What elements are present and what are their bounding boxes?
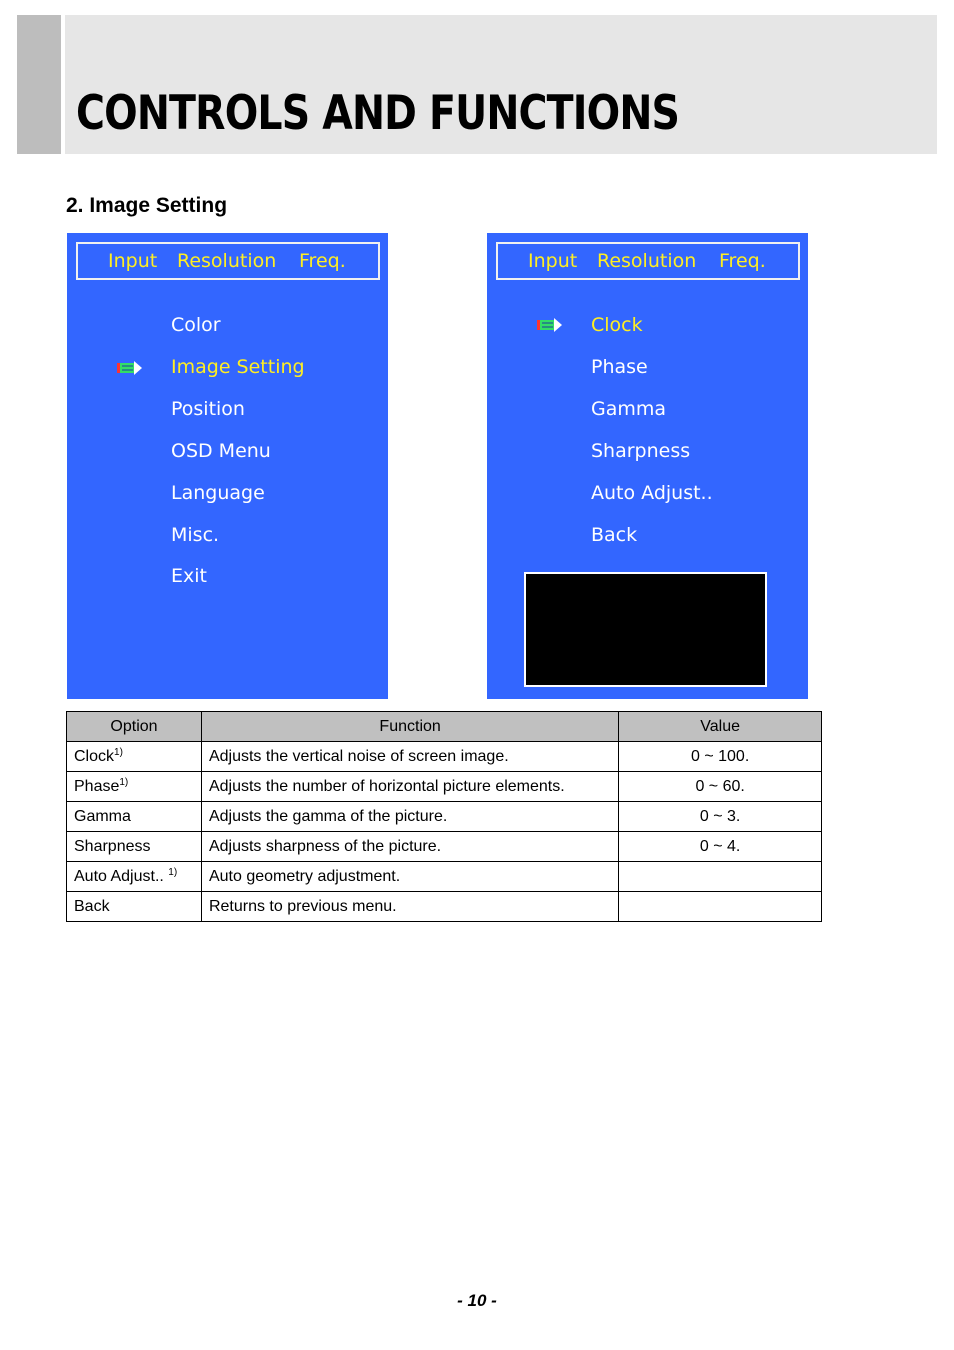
function-cell: Adjusts the vertical noise of screen image. xyxy=(201,742,618,772)
option-cell xyxy=(67,742,202,772)
osd-resolution-label: Resolution xyxy=(597,250,697,272)
function-cell: Auto geometry adjustment. xyxy=(201,862,618,892)
section-heading: 2. Image Setting xyxy=(66,194,228,217)
osd-freq-label: Freq. xyxy=(719,250,766,272)
osd-top-bar xyxy=(496,242,800,280)
function-cell: Returns to previous menu. xyxy=(201,892,618,922)
osd-item-clock[interactable]: Clock xyxy=(591,314,643,336)
osd-input-label: Input xyxy=(108,250,158,272)
option-name: Gamma xyxy=(74,807,131,825)
osd-item-image-setting[interactable]: Image Setting xyxy=(171,356,305,378)
function-cell: Adjusts the gamma of the picture. xyxy=(201,802,618,832)
column-header-option: Option xyxy=(67,712,202,742)
value-cell xyxy=(619,892,822,922)
osd-main-menu xyxy=(67,233,388,699)
table-row xyxy=(67,862,822,892)
osd-preview-box xyxy=(524,572,767,687)
value-cell: 0 ~ 60. xyxy=(619,772,822,802)
option-cell xyxy=(67,892,202,922)
option-cell xyxy=(67,772,202,802)
osd-item-misc[interactable]: Misc. xyxy=(171,524,220,546)
function-cell: Adjusts sharpness of the picture. xyxy=(201,832,618,862)
page-number: - 10 - xyxy=(457,1291,497,1310)
option-cell xyxy=(67,862,202,892)
column-header-function: Function xyxy=(201,712,618,742)
table-row xyxy=(67,832,822,862)
footnote-mark: 1) xyxy=(119,776,129,788)
osd-freq-label: Freq. xyxy=(299,250,346,272)
osd-top-bar xyxy=(76,242,380,280)
osd-resolution-label: Resolution xyxy=(177,250,277,272)
header-tab xyxy=(17,15,61,154)
osd-item-osd-menu[interactable]: OSD Menu xyxy=(171,440,271,462)
option-name: Clock xyxy=(74,747,115,765)
osd-item-auto-adjust[interactable]: Auto Adjust.. xyxy=(591,482,713,504)
osd-image-setting-menu xyxy=(487,233,808,699)
option-name: Phase xyxy=(74,777,120,795)
option-name: Auto Adjust.. xyxy=(74,867,169,885)
osd-item-gamma[interactable]: Gamma xyxy=(591,398,667,420)
osd-item-back[interactable]: Back xyxy=(591,524,638,546)
osd-item-sharpness[interactable]: Sharpness xyxy=(591,440,691,462)
option-cell xyxy=(67,832,202,862)
table-row xyxy=(67,802,822,832)
table-row xyxy=(67,742,822,772)
column-header-value: Value xyxy=(619,712,822,742)
osd-input-label: Input xyxy=(528,250,578,272)
header-separator xyxy=(61,15,65,154)
value-cell: 0 ~ 3. xyxy=(619,802,822,832)
options-table xyxy=(66,711,822,922)
osd-item-position[interactable]: Position xyxy=(171,398,245,420)
footnote-mark: 1) xyxy=(114,746,123,758)
table-header-row xyxy=(67,712,822,742)
table-row xyxy=(67,772,822,802)
value-cell xyxy=(619,862,822,892)
option-cell xyxy=(67,802,202,832)
value-cell: 0 ~ 4. xyxy=(619,832,822,862)
value-cell: 0 ~ 100. xyxy=(619,742,822,772)
osd-item-color[interactable]: Color xyxy=(171,314,221,336)
osd-item-language[interactable]: Language xyxy=(171,482,265,504)
footnote-mark: 1) xyxy=(168,866,178,878)
function-cell: Adjusts the number of horizontal picture elements. xyxy=(201,772,618,802)
table-row xyxy=(67,892,822,922)
pointer-arrow-icon xyxy=(537,318,563,332)
page-title: CONTROLS AND FUNCTIONS xyxy=(76,86,680,141)
osd-item-exit[interactable]: Exit xyxy=(171,565,207,587)
option-name: Back xyxy=(74,897,110,915)
pointer-arrow-icon xyxy=(117,361,143,375)
osd-item-phase[interactable]: Phase xyxy=(591,356,648,378)
option-name: Sharpness xyxy=(74,837,151,855)
